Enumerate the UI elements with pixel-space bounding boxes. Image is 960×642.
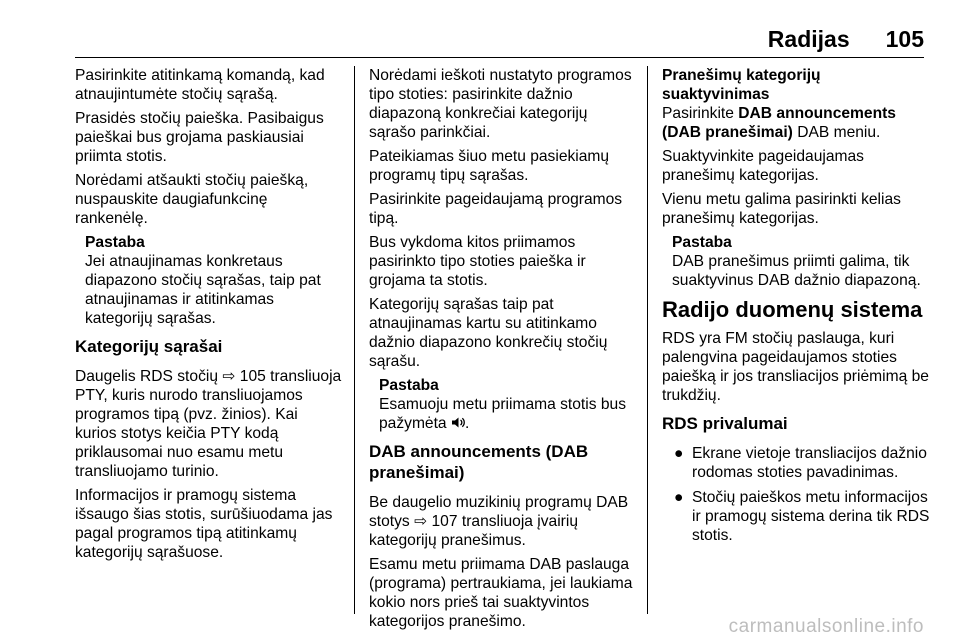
- paragraph: Informacijos ir pramogų sistema išsaugo šias stotis, surūšiuodama jas pagal programos tipą atitinkamų kategorijų sąrašuose.: [75, 487, 333, 561]
- paragraph: Suaktyvinkite pageidaujamas pranešimų kategorijas.: [662, 148, 864, 184]
- watermark: carmanualsonline.info: [728, 616, 924, 637]
- page-header: [768, 26, 924, 56]
- heading-categories: Kategorijų sąrašai: [75, 337, 223, 356]
- heading-rds-system: Radijo duomenų sistema: [662, 297, 923, 322]
- bullet-icon: ●: [674, 489, 684, 506]
- note-title: Pastaba: [379, 377, 439, 394]
- column-divider-1: [354, 66, 355, 614]
- page-ref-link[interactable]: 107: [431, 513, 458, 530]
- header-rule: [75, 57, 924, 58]
- note-text: Esamuoju metu priimama stotis bus pažymėta: [379, 396, 626, 432]
- paragraph: Vienu metu galima pasirinkti kelias pranešimų kategorijas.: [662, 191, 901, 227]
- paragraph: Prasidės stočių paieška. Pasibaigus paieškai bus grojama paskiausiai priimta stotis.: [75, 110, 324, 165]
- benefits-list: [662, 444, 930, 545]
- heading-activate-categories: Pranešimų kategorijų suaktyvinimas: [662, 67, 821, 103]
- note-box: Pastaba Esamuoju metu priimama stotis bus pažymėta .: [379, 376, 633, 433]
- speaker-icon: [451, 415, 465, 432]
- column-3: [662, 66, 930, 551]
- list-item: ● Ekrane vietoje transliacijos dažnio rodomas stoties pavadinimas.: [674, 445, 927, 481]
- paragraph: Be daugelio muzikinių programų DAB stotys ⇨ 107 transliuoja įvairių kategorijų pranešimus.: [369, 494, 629, 549]
- column-divider-2: [647, 66, 648, 614]
- heading-rds-benefits: RDS privalumai: [662, 414, 788, 433]
- bullet-icon: ●: [674, 445, 684, 462]
- page-ref-arrow-icon: ⇨: [414, 513, 428, 530]
- note-text: Jei atnaujinamas konkretaus diapazono stočių sąrašas, taip pat atnaujinamas ir atitinkamas kategorijų sąrašas.: [85, 253, 321, 327]
- note-box: [672, 233, 930, 290]
- paragraph: Pasirinkite DAB announcements (DAB pranešimai) DAB meniu.: [662, 105, 896, 141]
- paragraph: Norėdami atšaukti stočių paiešką, nuspauskite daugiafunkcinę rankenėlę.: [75, 172, 309, 227]
- paragraph: Pasirinkite pageidaujamą programos tipą.: [369, 191, 623, 227]
- paragraph: Pasirinkite atitinkamą komandą, kad atnaujintumėte stočių sąrašą.: [75, 67, 325, 103]
- section-title: Radijas: [767, 26, 850, 52]
- page-number: 105: [885, 26, 924, 52]
- note-box: [85, 233, 343, 328]
- paragraph: Norėdami ieškoti nustatyto programos tipo stoties: pasirinkite dažnio diapazoną konkrečiai kategorijų sąrašo parinkčiai.: [369, 67, 632, 141]
- paragraph: Bus vykdoma kitos priimamos pasirinkto tipo stoties paieška ir grojama ta stotis.: [369, 234, 586, 289]
- paragraph: Kategorijų sąrašas taip pat atnaujinamas kartu su atitinkamo dažnio diapazono konkrečių stočių sąrašu.: [369, 296, 608, 370]
- page-ref-link[interactable]: 105: [239, 368, 266, 385]
- paragraph: Esamu metu priimama DAB paslauga (programa) pertraukiama, jei laukiama kokio nors prieš tai suaktyvintos kategorijos pranešimo.: [369, 556, 633, 630]
- note-title: Pastaba: [85, 234, 145, 251]
- paragraph: Pateikiamas šiuo metu pasiekiamų programų tipų sąrašas.: [369, 148, 610, 184]
- list-item: ● Stočių paieškos metu informacijos ir pramogų sistema derina tik RDS stotis.: [674, 489, 930, 544]
- page-ref-arrow-icon: ⇨: [222, 368, 236, 385]
- note-title: Pastaba: [672, 234, 732, 251]
- paragraph: Daugelis RDS stočių ⇨ 105 transliuoja PTY, kuris nurodo transliuojamos programos tipą (pvz. žinios). Kai kurios stotys keičia PTY kodą priklausomai nuo esamu metu transliuojamo turinio.: [75, 368, 342, 480]
- heading-dab-announcements: DAB announcements (DAB pranešimai): [369, 442, 589, 482]
- column-2: [369, 66, 633, 636]
- note-text: DAB pranešimus priimti galima, tik suaktyvinus DAB dažnio diapazoną.: [672, 253, 921, 289]
- paragraph: RDS yra FM stočių paslauga, kuri palengvina pageidaujamos stoties paiešką ir jos transliacijos priėmimą be trukdžių.: [662, 330, 929, 404]
- menu-item-name: DAB announcements (DAB pranešimai): [662, 105, 896, 141]
- column-1: [75, 66, 343, 567]
